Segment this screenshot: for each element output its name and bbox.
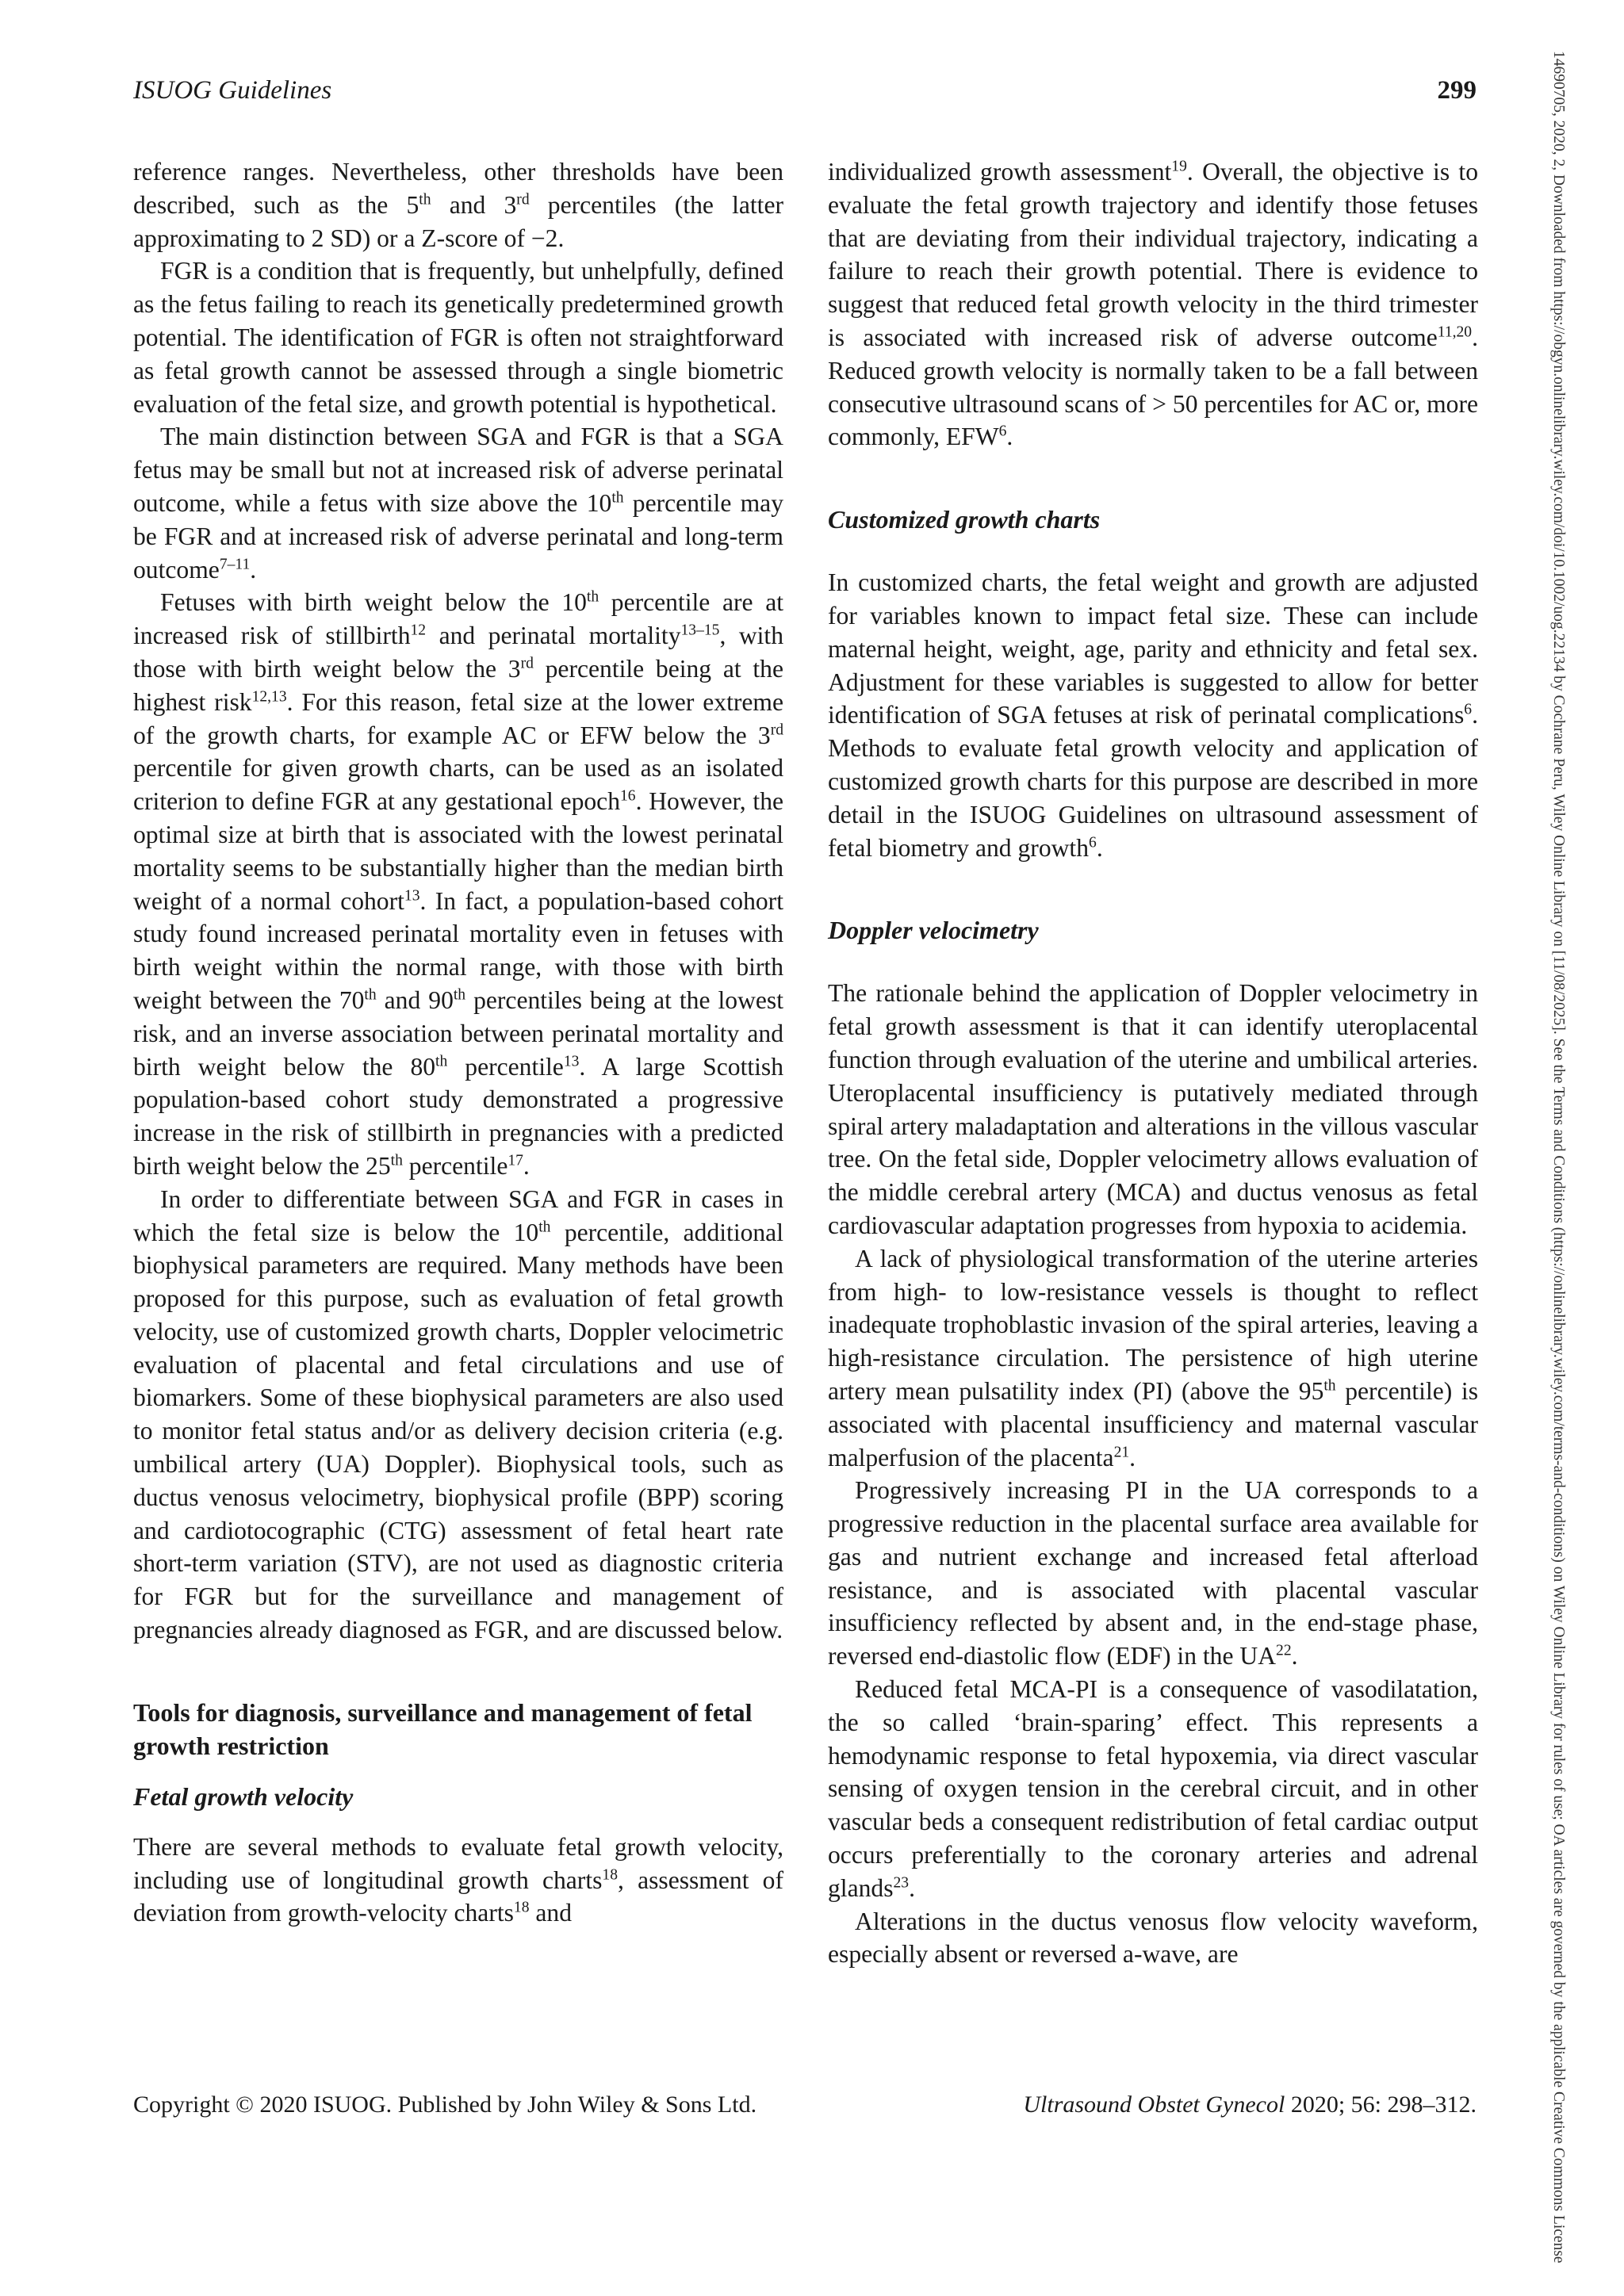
paragraph: The rationale behind the application of Doppler velocimetry in fetal growth assessment is that it can identify uteroplacental function through evaluation of the uterine and umbilical arteries. Uteroplacental insufficiency is putatively mediated through spiral artery maladaptation and alterations in the villous vascular tree. On the fetal side, Doppler velocimetry allows evaluation of the middle cerebral artery (MCA) and ductus venosus as fetal cardiovascular adaptation progresses from hypoxia to acidemia. bbox=[828, 979, 1478, 1239]
download-notice: 14690705, 2020, 2, Downloaded from https://obgyn.onlinelibrary.wiley.com/doi/10.1002/uog.22134 by Cochrane Peru, Wiley Online Library on [11/08/2025]. See the Terms and Conditions (https://onlinelibrary.wiley.com/terms-and-conditions) on Wiley Online Library for rules of use; OA articles are governed by the applicable Creative Commons License bbox=[1550, 51, 1567, 2263]
paragraph: Reduced fetal MCA-PI is a consequence of vasodilatation, the so called ‘brain-sparing’ effect. This represents a hemodynamic response to fetal hypoxemia, via direct vascular sensing of oxygen tension in the cerebral circuit, and in other vascular beds a consequent redistribution of fetal cardiac output occurs preferentially to the coronary arteries and adrenal glands$^{23}$. bbox=[828, 1675, 1478, 1902]
paragraph: In customized charts, the fetal weight and growth are adjusted for variables known to impact fetal size. These can include maternal height, weight, age, parity and ethnicity and fetal sex. Adjustment for these variables is suggested to allow for better identification of SGA fetuses at risk of perinatal complications$^6$. Methods to evaluate fetal growth velocity and application of customized growth charts for this purpose are described in more detail in the ISUOG Guidelines on ultrasound assessment of fetal biometry and growth$^6$. bbox=[828, 568, 1478, 862]
paragraph: There are several methods to evaluate fetal growth velocity, including use of longitudinal growth charts$^{18}$, assessment of deviation from growth-velocity charts$^{18}$ and bbox=[133, 1832, 783, 1927]
journal-citation bbox=[1023, 2091, 1477, 2118]
subheading: Customized growth charts bbox=[828, 505, 1101, 534]
paragraph: A lack of physiological transformation of the uterine arteries from high- to low-resistance vessels is thought to reflect inadequate trophoblastic invasion of the spiral arteries, leaving a high-resistance circulation. The persistence of high uterine artery mean pulsatility index (PI) (above the 95th percentile) is associated with placental insufficiency and maternal vascular malperfusion of the placenta$^{21}$. bbox=[828, 1244, 1478, 1471]
paragraph: Progressively increasing PI in the UA corresponds to a progressive reduction in the placental surface area available for gas and nutrient exchange and increased fetal afterload resistance, and is associated with placental vascular insufficiency reflected by absent and, in the end-stage phase, reversed end-diastolic flow (EDF) in the UA$^{22}$. bbox=[828, 1476, 1478, 1670]
copyright-notice: Copyright © 2020 ISUOG. Published by John Wiley & Sons Ltd. bbox=[133, 2091, 757, 2118]
volume-pages: 2020; 56: 298–312. bbox=[1290, 2091, 1477, 2118]
paragraph: In order to differentiate between SGA and FGR in cases in which the fetal size is below the 10th percentile, additional biophysical parameters are required. Many methods have been proposed for this purpose, such as evaluation of fetal growth velocity, use of customized growth charts, Doppler velocimetric evaluation of placental and fetal circulations and use of biomarkers. Some of these biophysical parameters are also used to monitor fetal status and/or as delivery decision criteria (e.g. umbilical artery (UA) Doppler). Biophysical tools, such as ductus venosus velocimetry, biophysical profile (BPP) scoring and cardiotocographic (CTG) assessment of fetal heart rate short-term variation (STV), are not used as diagnostic criteria for FGR but for the surveillance and management of pregnancies already diagnosed as FGR, and are discussed below. bbox=[133, 1184, 783, 1644]
page-number: 299 bbox=[1437, 76, 1477, 105]
paragraph: Alterations in the ductus venosus flow velocity waveform, especially absent or reversed a-wave, are bbox=[828, 1907, 1478, 1969]
page-footer bbox=[133, 2091, 1477, 2118]
paragraph: Fetuses with birth weight below the 10th percentile are at increased risk of stillbirth$^{12}$ and perinatal mortality$^{13-15}$, with those with birth weight below the 3rd percentile being at the highest risk$^{12,13}$. For this reason, fetal size at the lower extreme of the growth charts, for example AC or EFW below the 3rd percentile for given growth charts, can be used as an isolated criterion to define FGR at any gestational epoch$^{16}$. However, the optimal size at birth that is associated with the lowest perinatal mortality seems to be substantially higher than the median birth weight of a normal cohort$^{13}$. In fact, a population-based cohort study found increased perinatal mortality even in fetuses with birth weight within the normal range, with those with birth weight between the 70th and 90th percentiles being at the lowest risk, and an inverse association between perinatal mortality and birth weight below the 80th percentile$^{13}$. A large Scottish population-based cohort study demonstrated a progressive increase in the risk of stillbirth in pregnancies with a predicted birth weight below the 25th percentile$^{17}$. bbox=[133, 588, 784, 1180]
journal-name: ISUOG Guidelines bbox=[133, 76, 332, 105]
paragraph: reference ranges. Nevertheless, other thresholds have been described, such as the 5th and 3rd percentiles (the latter approximating to 2 SD) or a Z-score of −2. bbox=[133, 158, 783, 252]
subheading: Doppler velocimetry bbox=[828, 916, 1039, 945]
paragraph: FGR is a condition that is frequently, but unhelpfully, defined as the fetus failing to reach its genetically predetermined growth potential. The identification of FGR is often not straightforward as fetal growth cannot be assessed through a single biometric evaluation of the fetal size, and growth potential is hypothetical. bbox=[133, 257, 783, 418]
journal-abbrev: Ultrasound Obstet Gynecol bbox=[1023, 2091, 1285, 2118]
right-column bbox=[828, 155, 1478, 1971]
paragraph: The main distinction between SGA and FGR is that a SGA fetus may be small but not at increased risk of adverse perinatal outcome, while a fetus with size above the 10th percentile may be FGR and at increased risk of adverse perinatal and long-term outcome$^{7-11}$. bbox=[133, 423, 783, 584]
subheading: Fetal growth velocity bbox=[133, 1781, 354, 1811]
running-head bbox=[133, 76, 1477, 105]
paragraph: individualized growth assessment$^{19}$. Overall, the objective is to evaluate the fetal growth trajectory and identify those fetuses that are deviating from their individual trajectory, indicating a failure to reach their growth potential. There is evidence to suggest that reduced fetal growth velocity in the third trimester is associated with increased risk of adverse outcome$^{11,20}$. Reduced growth velocity is normally taken to be a fall between consecutive ultrasound scans of > 50 percentiles for AC or, more commonly, EFW$^6$. bbox=[828, 158, 1478, 451]
section-heading: Tools for diagnosis, surveillance and management of fetal growth restriction bbox=[133, 1697, 753, 1760]
left-column bbox=[133, 155, 783, 1930]
